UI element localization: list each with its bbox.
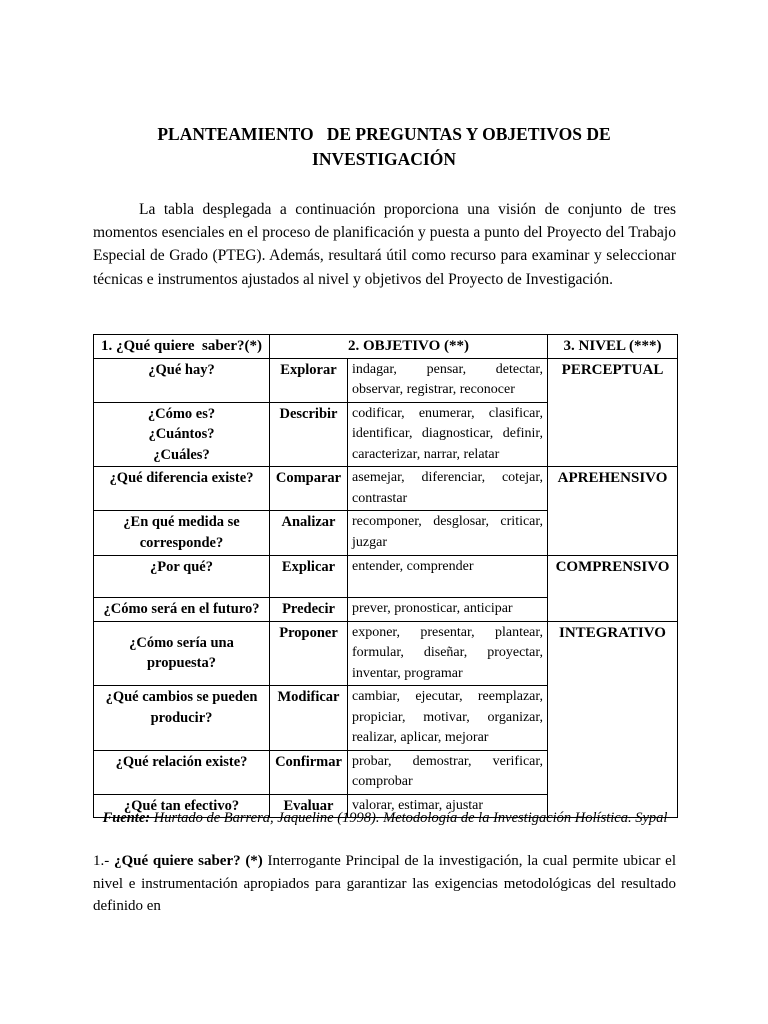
footnote-paragraph [93,850,676,918]
question-cell: ¿Qué hay? [94,358,270,402]
question-cell: ¿Cómo sería una propuesta? [94,621,270,686]
footnote-prefix: 1.- [93,853,114,869]
question-cell: ¿Por qué? [94,556,270,598]
header-question: 1. ¿Qué quiere saber?(*) [94,335,270,359]
question-cell: ¿Qué diferencia existe? [94,467,270,511]
title-line-2: INVESTIGACIÓN [312,149,456,169]
page-title [90,122,678,172]
source-citation [93,808,677,828]
question-cell: ¿Qué relación existe? [94,750,270,794]
level-cell: INTEGRATIVO [548,621,678,818]
title-line-1: PLANTEAMIENTO DE PREGUNTAS Y OBJETIVOS DE [157,124,611,144]
header-objective: 2. OBJETIVO (**) [270,335,548,359]
objective-cell: Explorar [270,358,348,402]
verbs-cell: asemejar, diferenciar, cotejar, contrastar [348,467,548,511]
verbs-cell: recomponer, desglosar, criticar, juzgar [348,511,548,556]
objective-cell: Modificar [270,686,348,751]
question-cell: ¿Cómo será en el futuro? [94,598,270,622]
intro-paragraph: La tabla desplegada a continuación proporciona una visión de conjunto de tres momentos esenciales en el proceso de planificación y puesta a punto del Proyecto del Trabajo Especial de Grado (PTEG). Además, resultará útil como recurso para examinar y seleccionar técnicas e instrumentos ajustados al nivel y objetivos del Proyecto de Investigación. [93,201,676,288]
source-label: Fuente: [102,810,151,826]
objective-cell: Predecir [270,598,348,622]
objective-cell: Explicar [270,556,348,598]
level-cell: APREHENSIVO [548,467,678,556]
table-row [94,358,678,402]
footnote-text: Interrogante Principal de la investigación, la cual permite ubicar el nivel e instrumentación apropiados para garantizar las exigencias metodológicas del resultado definido en [93,853,676,914]
verbs-cell: codificar, enumerar, clasificar, identificar, diagnosticar, definir, caracterizar, narrar, relatar [348,402,548,467]
source-text: Hurtado de Barrera, Jaqueline (1998). Metodología de la Investigación Holística. Sypal [150,810,668,826]
objective-cell: Confirmar [270,750,348,794]
table-row [94,467,678,511]
table-row [94,556,678,598]
verbs-cell: exponer, presentar, plantear, formular, diseñar, proyectar, inventar, programar [348,621,548,686]
table-header-row [94,335,678,359]
verbs-cell: valorar, estimar, ajustar [348,794,548,818]
verbs-cell: indagar, pensar, detectar, observar, registrar, reconocer [348,358,548,402]
question-cell: ¿Qué cambios se pueden producir? [94,686,270,751]
level-cell: PERCEPTUAL [548,358,678,467]
question-cell: ¿Qué tan efectivo? [94,794,270,818]
verbs-cell: cambiar, ejecutar, reemplazar, propiciar, motivar, organizar, realizar, aplicar, mejorar [348,686,548,751]
level-cell: COMPRENSIVO [548,556,678,622]
verbs-cell: prever, pronosticar, anticipar [348,598,548,622]
objective-cell: Evaluar [270,794,348,818]
objective-cell: Describir [270,402,348,467]
research-table [93,334,678,818]
question-cell: ¿Cómo es? ¿Cuántos? ¿Cuáles? [94,402,270,467]
objective-cell: Comparar [270,467,348,511]
footnote-bold: ¿Qué quiere saber? (*) [113,853,263,869]
objective-cell: Proponer [270,621,348,686]
table-row [94,621,678,686]
question-cell: ¿En qué medida se corresponde? [94,511,270,556]
objective-cell: Analizar [270,511,348,556]
verbs-cell: probar, demostrar, verificar, comprobar [348,750,548,794]
header-level: 3. NIVEL (***) [548,335,678,359]
verbs-cell: entender, comprender [348,556,548,598]
